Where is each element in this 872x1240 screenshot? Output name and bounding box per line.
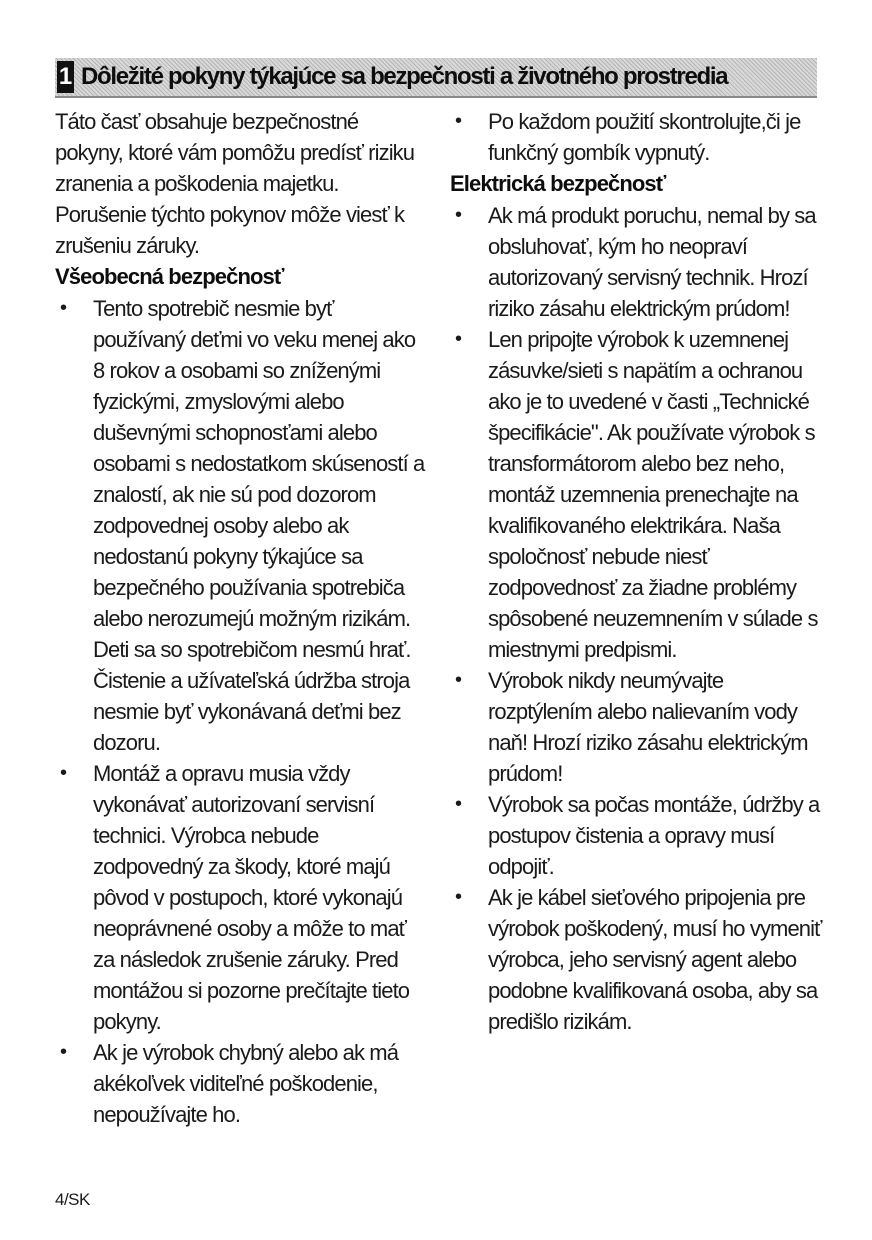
general-safety-heading: Všeobecná bezpečnosť <box>55 264 284 289</box>
bullet-icon: • <box>455 886 462 908</box>
section-header <box>55 58 817 98</box>
bullet-icon: • <box>455 110 462 132</box>
list-item-text: Výrobok nikdy neumývajte rozptýlením alebo nalievaním vody naň! Hrozí riziko zásahu elektrickým prúdom! <box>488 668 808 786</box>
list-item-text: Po každom použití skontrolujte,či je funkčný gombík vypnutý. <box>488 109 801 165</box>
list-item <box>450 106 830 168</box>
list-item-text: Montáž a opravu musia vždy vykonávať autorizovaní servisní technici. Výrobca nebude zodpovedný za škody, ktoré majú pôvod v postupoch, ktoré vykonajú neoprávnené osoby a môže to mať za následok zrušenie záruky. Pred montážou si pozorne prečítajte tieto pokyny. <box>93 761 410 1034</box>
list-item <box>450 665 830 789</box>
list-item <box>55 758 427 1037</box>
list-item <box>55 1037 427 1130</box>
list-item-text: Ak je kábel sieťového pripojenia pre výrobok poškodený, musí ho vymeniť výrobca, jeho servisný agent alebo podobne kvalifikovaná osoba, aby sa predišlo rizikám. <box>488 885 822 1034</box>
bullet-icon: • <box>455 204 462 226</box>
list-item <box>450 882 830 1037</box>
bullet-icon: • <box>60 297 67 319</box>
list-item-text: Len pripojte výrobok k uzemnenej zásuvke/sieti s napätím a ochranou ako je to uvedené v časti „Technické špecifikácie". Ak používate výrobok s transformátorom alebo bez neho, montáž uzemnenia prenechajte na kvalifikovaného elektrikára. Naša spoločnosť nebude niesť zodpovednosť za žiadne problémy spôsobené neuzemnením v súlade s miestnymi predpismi. <box>488 327 818 662</box>
electrical-safety-list <box>450 200 830 1037</box>
section-number: 1 <box>57 61 74 93</box>
general-safety-list <box>55 293 427 1130</box>
list-item-text: Výrobok sa počas montáže, údržby a postupov čistenia a opravy musí odpojiť. <box>488 792 820 879</box>
left-column <box>55 106 427 1130</box>
list-item <box>55 293 427 758</box>
bullet-icon: • <box>455 669 462 691</box>
general-safety-list-continued <box>450 106 830 168</box>
section-title: Dôležité pokyny týkajúce sa bezpečnosti a životného prostredia <box>81 63 728 90</box>
list-item <box>450 324 830 665</box>
electrical-safety-heading: Elektrická bezpečnosť <box>450 171 666 196</box>
bullet-icon: • <box>60 762 67 784</box>
list-item <box>450 789 830 882</box>
intro-paragraph: Táto časť obsahuje bezpečnostné pokyny, ktoré vám pomôžu predísť riziku zranenia a poškodenia majetku. Porušenie týchto pokynov môže viesť k zrušeniu záruky. <box>55 109 415 258</box>
list-item-text: Ak má produkt poruchu, nemal by sa obsluhovať, kým ho neopraví autorizovaný servisný technik. Hrozí riziko zásahu elektrickým prúdom! <box>488 203 816 321</box>
right-column <box>450 106 830 1037</box>
list-item-text: Tento spotrebič nesmie byť používaný deťmi vo veku menej ako 8 rokov a osobami so zníženými fyzickými, zmyslovými alebo duševnými schopnosťami alebo osobami s nedostatkom skúseností a znalostí, ak nie sú pod dozorom zodpovednej osoby alebo ak nedostanú pokyny týkajúce sa bezpečného používania spotrebiča alebo nerozumejú možným rizikám. Deti sa so spotrebičom nesmú hrať. Čistenie a užívateľská údržba stroja nesmie byť vykonávaná deťmi bez dozoru. <box>93 296 425 755</box>
bullet-icon: • <box>455 328 462 350</box>
bullet-icon: • <box>60 1041 67 1063</box>
bullet-icon: • <box>455 793 462 815</box>
list-item <box>450 200 830 324</box>
list-item-text: Ak je výrobok chybný alebo ak má akékoľvek viditeľné poškodenie, nepoužívajte ho. <box>93 1040 399 1127</box>
page-number: 4/SK <box>55 1190 90 1209</box>
